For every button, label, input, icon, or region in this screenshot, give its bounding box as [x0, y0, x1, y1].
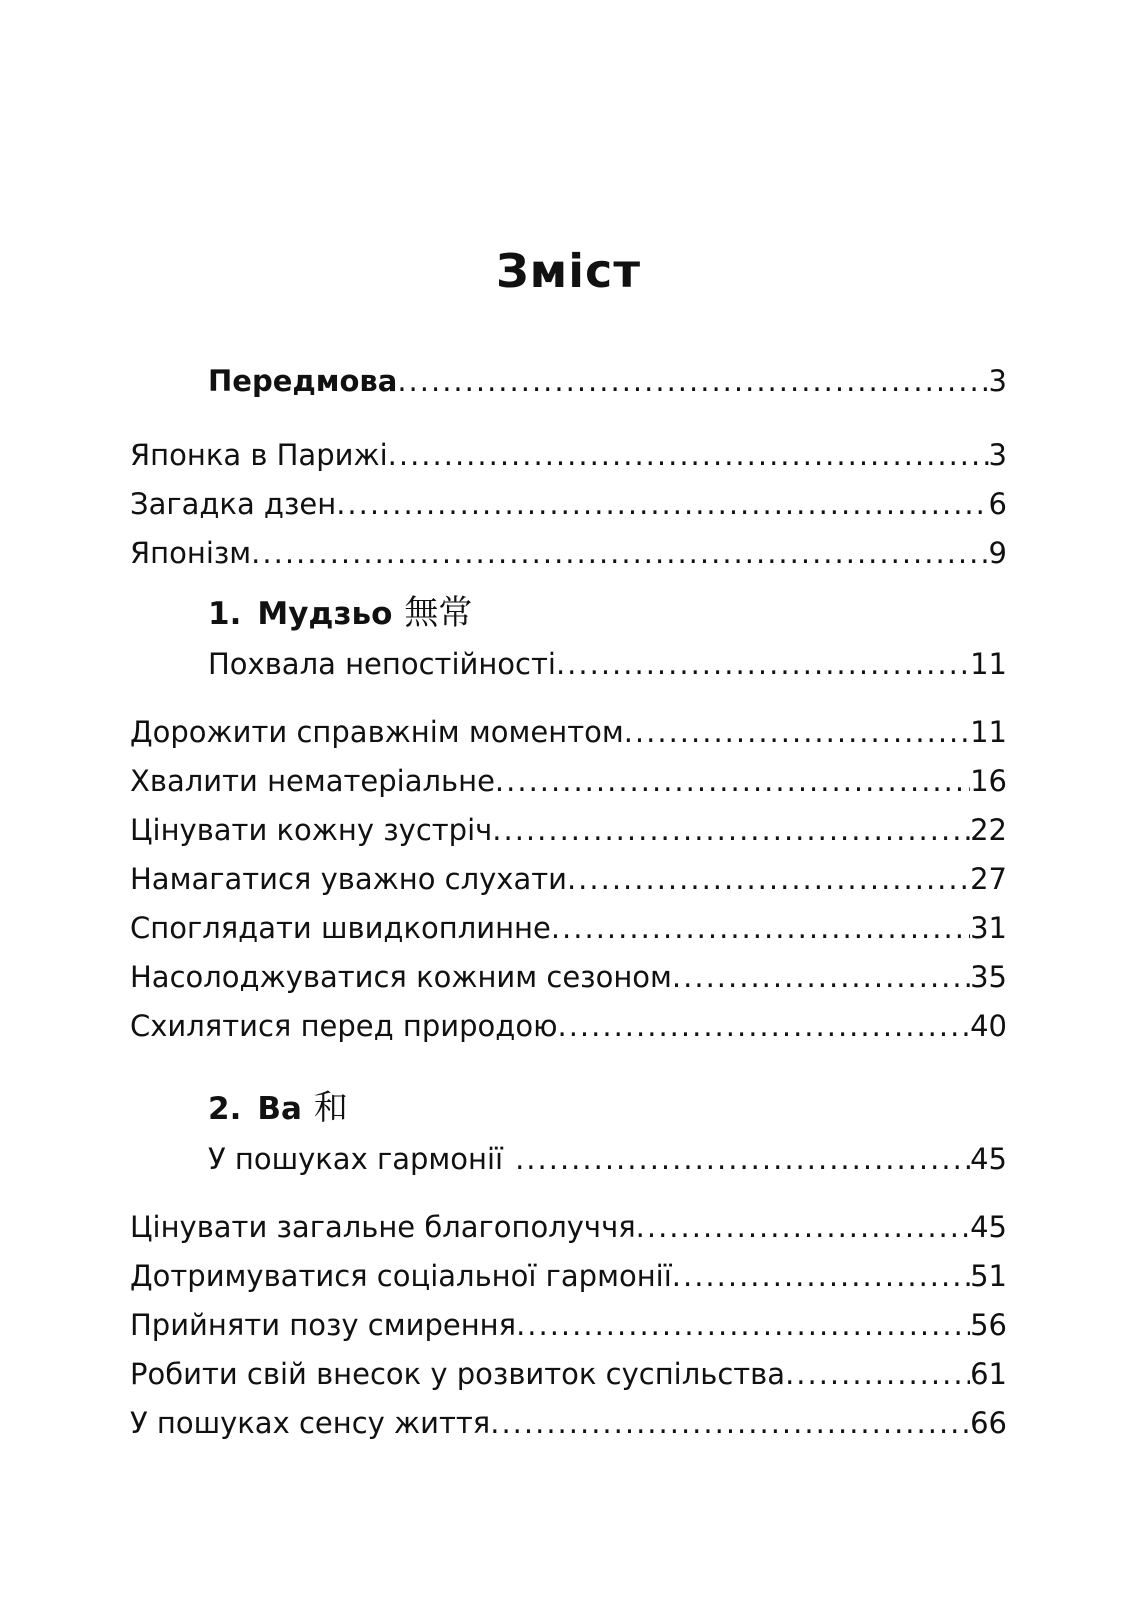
toc-entry-page: 9 — [988, 536, 1007, 570]
dot-leader — [251, 534, 988, 572]
dot-leader — [624, 713, 970, 751]
toc-entry-page: 27 — [970, 862, 1007, 896]
toc-entry-page: 51 — [970, 1259, 1007, 1293]
toc-entry-page: 31 — [970, 911, 1007, 945]
section-heading — [130, 1085, 1007, 1132]
toc-row — [130, 1404, 1007, 1442]
toc-entry-label: Насолоджуватися кожним сезоном — [130, 960, 672, 994]
dot-leader — [785, 1355, 970, 1393]
page-title: Зміст — [496, 244, 641, 298]
toc-row — [130, 713, 1007, 751]
dot-leader — [495, 762, 970, 800]
toc-row — [130, 485, 1007, 523]
toc-row — [130, 1007, 1007, 1045]
toc-row — [130, 436, 1007, 474]
dot-leader — [503, 1140, 970, 1178]
section-entries — [130, 1208, 1007, 1442]
toc-entry-label: Похвала непостійності — [208, 647, 556, 681]
toc-row — [130, 811, 1007, 849]
toc-entry-label: Загадка дзен — [130, 487, 337, 521]
toc-entry-label: Дорожити справжнім моментом — [130, 715, 624, 749]
section-entries — [130, 713, 1007, 1045]
toc-entry-label: Японізм — [130, 536, 252, 570]
toc-entry-label: Цінувати загальне благополуччя — [130, 1210, 636, 1244]
toc-row — [130, 534, 1007, 572]
toc-entry-page: 45 — [970, 1210, 1007, 1244]
dot-leader — [557, 1007, 970, 1045]
toc-entry-label: Передмова — [208, 364, 398, 398]
toc-section-1 — [130, 590, 1007, 1045]
toc-entry-label: Дотримуватися соціальної гармонії — [130, 1259, 672, 1293]
toc-row — [130, 909, 1007, 947]
section-name: Мудзьо — [257, 596, 393, 632]
toc-entry-page: 40 — [970, 1009, 1007, 1043]
section-number: 1. — [208, 596, 242, 632]
toc-entry-page: 6 — [988, 487, 1007, 521]
dot-leader — [672, 1257, 970, 1295]
kanji-text: 和 — [313, 1088, 348, 1128]
dot-leader — [567, 860, 970, 898]
toc-row — [130, 1306, 1007, 1344]
dot-leader — [516, 1306, 970, 1344]
dot-leader — [636, 1208, 970, 1246]
toc-entry-page: 66 — [970, 1406, 1007, 1440]
toc-entry-label: Цінувати кожну зустріч — [130, 813, 493, 847]
toc-entry-label: У пошуках сенсу життя — [130, 1406, 491, 1440]
toc-intro-group — [130, 436, 1007, 572]
toc-entry-page: 61 — [970, 1357, 1007, 1391]
toc-row-section-subtitle — [130, 645, 1007, 683]
dot-leader — [388, 436, 989, 474]
dot-leader — [551, 909, 970, 947]
toc-entry-label: У пошуках гармонії — [208, 1142, 504, 1176]
toc-entry-page: 45 — [970, 1142, 1007, 1176]
toc-entry-page: 11 — [970, 715, 1007, 749]
toc-entry-page: 22 — [970, 813, 1007, 847]
section-number: 2. — [208, 1091, 242, 1127]
toc-entry-label: Прийняти позу смирення — [130, 1308, 517, 1342]
toc-entry-label: Хвалити нематеріальне — [130, 764, 495, 798]
toc-entry-page: 11 — [970, 647, 1007, 681]
toc-entry-page: 35 — [970, 960, 1007, 994]
toc-row — [130, 958, 1007, 996]
toc-row — [130, 860, 1007, 898]
toc-row — [130, 1257, 1007, 1295]
toc-entry-label: Робити свій внесок у розвиток суспільства — [130, 1357, 786, 1391]
toc-row — [130, 762, 1007, 800]
dot-leader — [490, 1404, 970, 1442]
toc-row-section-subtitle — [130, 1140, 1007, 1178]
dot-leader — [336, 485, 988, 523]
section-name: Ва — [257, 1091, 302, 1127]
dot-leader — [397, 362, 988, 400]
toc-row — [130, 1355, 1007, 1393]
toc-entry-page: 3 — [988, 438, 1007, 472]
toc-entry-page: 16 — [970, 764, 1007, 798]
toc-entry-label: Споглядати швидкоплинне — [130, 911, 551, 945]
toc-entry-page: 56 — [970, 1308, 1007, 1342]
dot-leader — [556, 645, 970, 683]
toc-entry-label: Намагатися уважно слухати — [130, 862, 567, 896]
dot-leader — [672, 958, 970, 996]
toc-entry-label: Схилятися перед природою — [130, 1009, 558, 1043]
toc-entry-label: Японка в Парижі — [130, 438, 388, 472]
dot-leader — [492, 811, 970, 849]
toc-entry-page: 3 — [988, 364, 1007, 398]
kanji-text: 無常 — [404, 593, 473, 633]
toc-section-2 — [130, 1085, 1007, 1442]
toc-row — [130, 1208, 1007, 1246]
section-heading — [130, 590, 1007, 637]
toc-row-preface — [130, 362, 1007, 400]
